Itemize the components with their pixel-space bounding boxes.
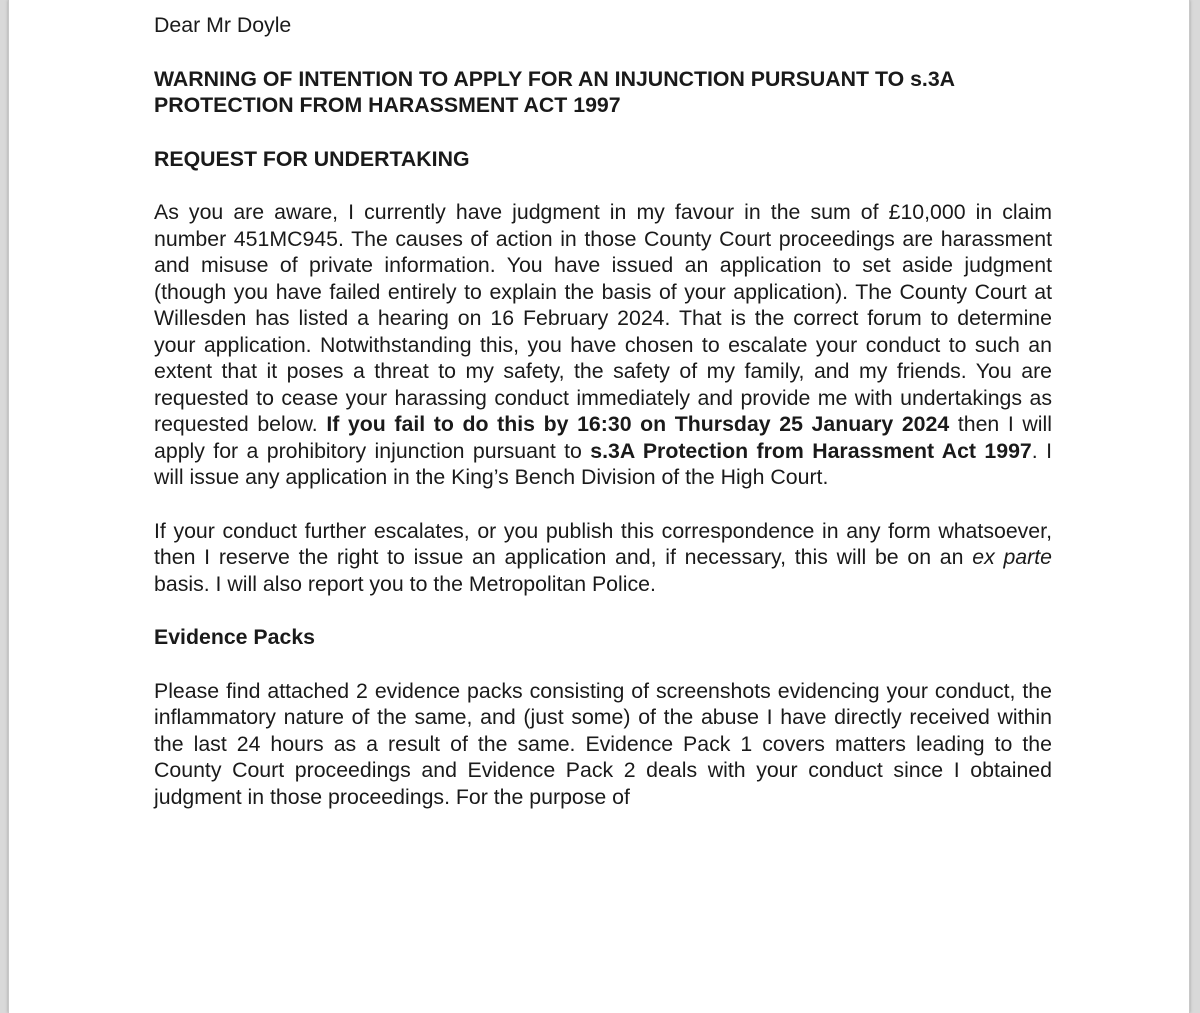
salutation: Dear Mr Doyle	[154, 13, 292, 37]
evidence-heading: Evidence Packs	[154, 625, 316, 649]
main-heading: WARNING OF INTENTION TO APPLY FOR AN INJUNCTION PURSUANT TO s.3A PROTECTION FROM HARASSMENT ACT 1997	[154, 66, 955, 117]
deadline-bold-text: If you fail to do this by 16:30 on Thursday 25 January 2024	[326, 412, 950, 436]
ex-parte-italic-text: ex parte	[972, 545, 1053, 569]
paragraph-judgment	[154, 199, 1052, 491]
paragraph-text: As you are aware, I currently have judgment in my favour in the sum of £10,000 in claim number 451MC945. The causes of action in those County Court proceedings are harassment and misuse of private information. You have issued an application to set aside judgment (though you have failed entirely to explain the basis of your application). The County Court at Willesden has listed a hearing on 16 February 2024. That is the correct forum to determine your application. Notwithstanding this, you have chosen to escalate your conduct to such an extent that it poses a threat to my safety, the safety of my family, and my friends. You are requested to cease your harassing conduct immediately and provide me with undertakings as requested below.	[154, 200, 1052, 436]
letter-body	[154, 12, 1052, 810]
paragraph-evidence: Please find attached 2 evidence packs consisting of screenshots evidencing your conduct, the inflammatory nature of the same, and (just some) of the abuse I have directly received within the last 24 hours as a result of the same. Evidence Pack 1 covers matters leading to the County Court proceedings and Evidence Pack 2 deals with your conduct since I obtained judgment in those proceedings. For the purpose of	[154, 678, 1052, 809]
document-page	[8, 0, 1190, 1013]
undertaking-heading: REQUEST FOR UNDERTAKING	[154, 146, 470, 171]
paragraph-text: basis. I will also report you to the Metropolitan Police.	[154, 571, 656, 596]
paragraph-text: If your conduct further escalates, or you publish this correspondence in any form whatsoever, then I reserve the right to issue an application and, if necessary, this will be on an	[154, 518, 1052, 569]
act-reference-bold-text: s.3A Protection from Harassment Act 1997	[590, 438, 1032, 463]
paragraph-escalation	[154, 518, 1052, 598]
paragraph-text: then I will apply for a prohibitory injunction pursuant to	[154, 412, 1052, 463]
paragraph-text: . I will issue any application in the King’s Bench Division of the High Court.	[154, 438, 1052, 489]
